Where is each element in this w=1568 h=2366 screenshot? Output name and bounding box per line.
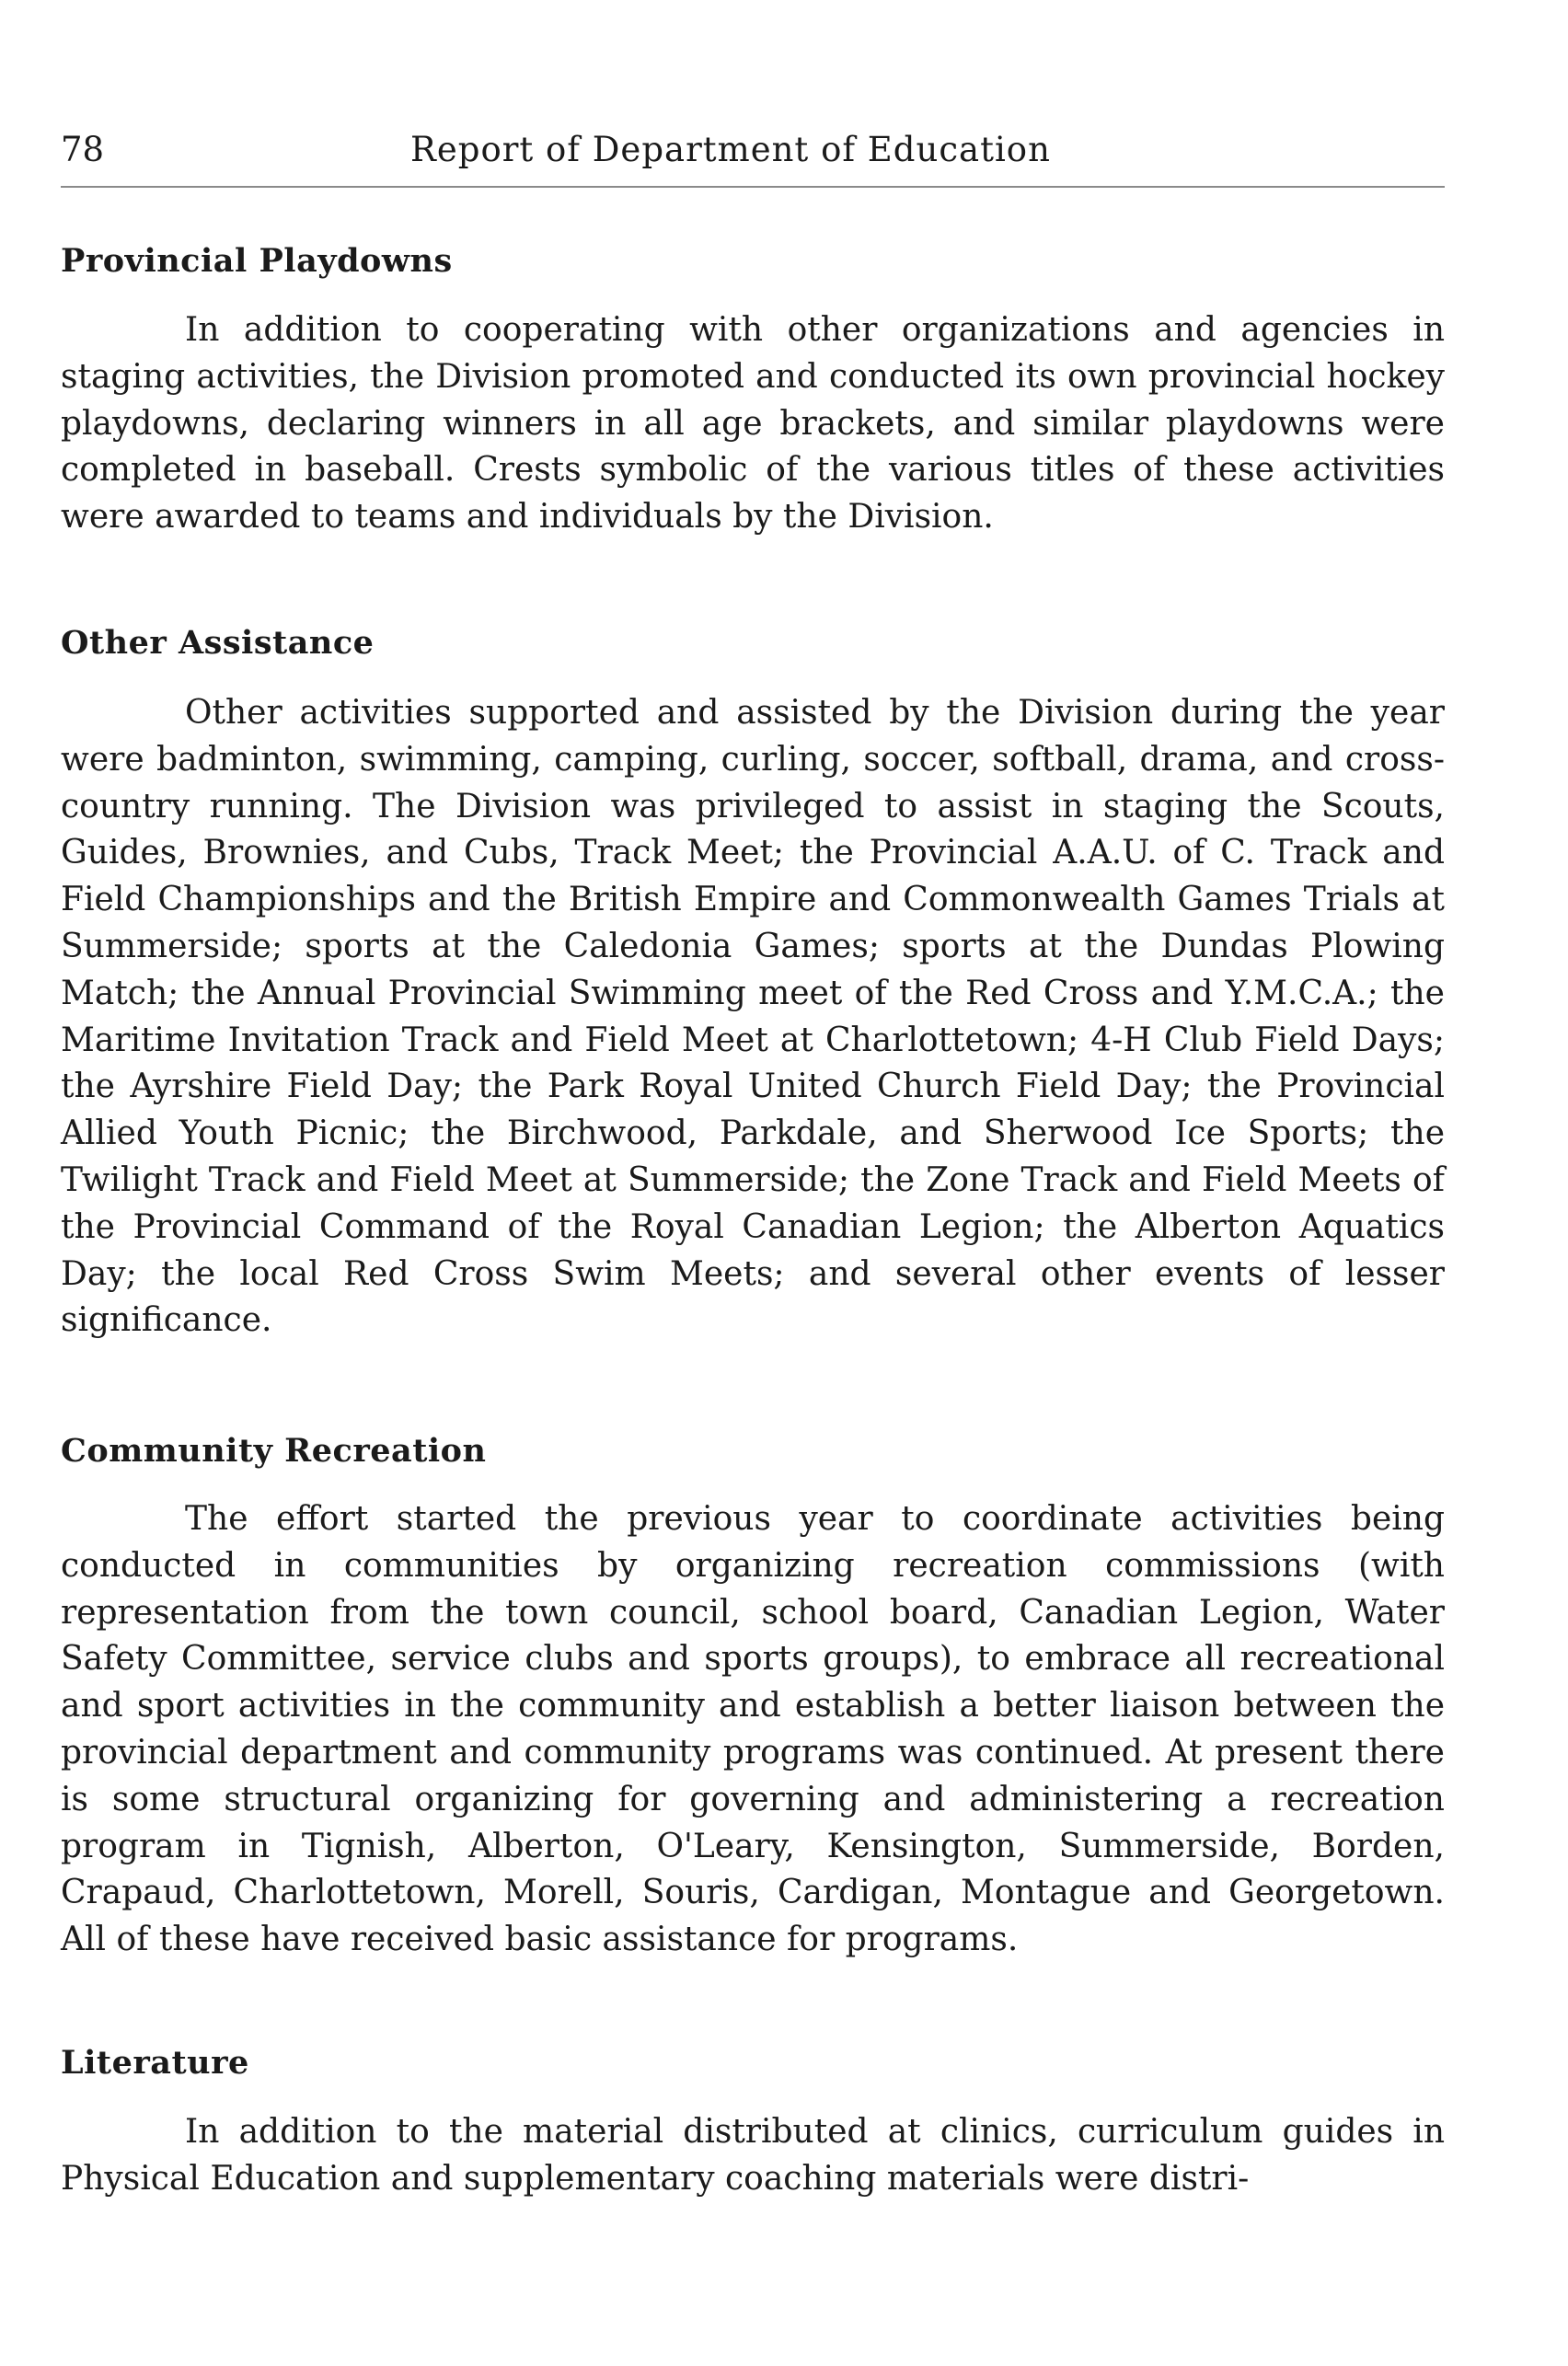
section-heading-community-recreation: Community Recreation <box>61 1432 487 1470</box>
section-heading-other-assistance: Other Assistance <box>61 624 375 662</box>
section-body-community-recreation: The effort started the previous year to coordinate activities being conducted in communities by organizing recreation commissions (with representation from the town council, school board, Canadian Legion, Water Safety Committee, service clubs and sports groups), to embrace all recreational and sport activities in the community and establish a better liaison between the provincial department and community programs was continued. At present there is some structural organizing for governing and administering a recreation program in Tignish, Alberton, O'Leary, Kensington, Summerside, Borden, Crapaud, Charlottetown, Morell, Souris, Cardigan, Montague and Georgetown. All of these have received basic assistance for programs. <box>61 1500 1445 1959</box>
section-body-literature: In addition to the material distributed at clinics, curriculum guides in Physical Education and supplementary coaching materials were distri- <box>61 2113 1445 2198</box>
section-heading-provincial-playdowns: Provincial Playdowns <box>61 242 453 280</box>
section-body-provincial-playdowns: In addition to cooperating with other organizations and agencies in staging activities, the Division promoted and conducted its own provincial hockey playdowns, declaring winners in all age brackets, and similar playdowns were completed in baseball. Crests symbolic of the various titles of these activities were awarded to teams and individuals by the Division. <box>61 311 1445 537</box>
running-header <box>61 127 1445 173</box>
section-heading-literature: Literature <box>61 2044 249 2082</box>
section-body-other-assistance: Other activities supported and assisted by the Division during the year were badminton, swimming, camping, curling, soccer, softball, drama, and cross-country running. The Division was privileged to assist in staging the Scouts, Guides, Brownies, and Cubs, Track Meet; the Provincial A.A.U. of C. Track and Field Championships and the British Empire and Commonwealth Games Trials at Summerside; sports at the Caledonia Games; sports at the Dundas Plowing Match; the Annual Provincial Swimming meet of the Red Cross and Y.M.C.A.; the Maritime Invitation Track and Field Meet at Charlottetown; 4-H Club Field Days; the Ayrshire Field Day; the Park Royal United Church Field Day; the Provincial Allied Youth Picnic; the Birchwood, Parkdale, and Sherwood Ice Sports; the Twilight Track and Field Meet at Summerside; the Zone Track and Field Meets of the Provincial Command of the Royal Canadian Legion; the Alberton Aquatics Day; the local Red Cross Swim Meets; and several other events of lesser significance. <box>61 694 1445 1340</box>
page-number: 78 <box>61 130 105 169</box>
header-divider <box>61 186 1445 188</box>
running-header-title: Report of Department of Education <box>410 130 1051 169</box>
